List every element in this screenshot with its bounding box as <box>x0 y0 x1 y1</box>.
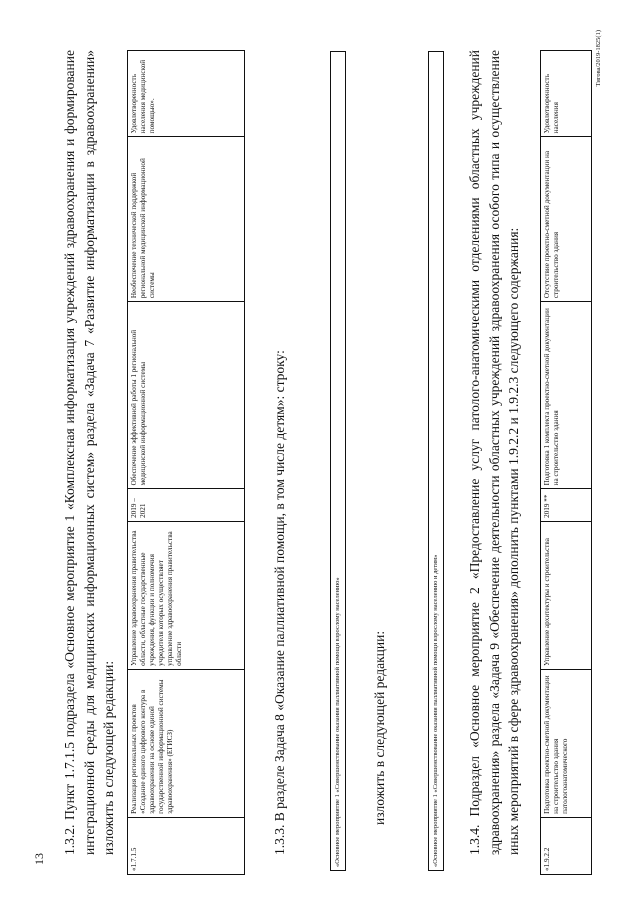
cell-name: Подготовка проектно-сметной документации на строительство здания патологоанатомического <box>541 669 592 817</box>
page-number: 13 <box>32 853 46 865</box>
cell-code: «1.7.1.5 <box>128 817 245 874</box>
paragraph-1-3-3: 1.3.3. В разделе Задача 8 «Оказание паллиативной помощи, в том числе детям»: строку: <box>272 350 287 855</box>
cell-code: «1.9.2.2 <box>541 817 592 874</box>
table-row <box>541 51 592 875</box>
cell-result: Обеспечение эффективной работы 1 региональной медицинской информационной системы <box>128 302 245 489</box>
cell-period: 2019 – 2021 <box>128 489 245 522</box>
paragraph-1-3-4: 1.3.4. Подраздел «Основное мероприятие 2 «Предоставление услуг патолого-анатомическими отделениями областных учреждений здравоохранения» раздела «Задача 9 «Обеспечение деятельности областных учреждений здравоохранения особого типа и осуществление иных мероприятий в сфере здравоохранения» дополнить пунктами 1.9.2.2 и 1.9.2.3 следующего содержания: <box>467 50 521 855</box>
document-code: Тигова/2019-1825(1) <box>595 30 602 87</box>
cell-period: 2019 ** <box>541 489 592 522</box>
paragraph-1-3-2: 1.3.2. Пункт 1.7.1.5 подраздела «Основное мероприятие 1 «Комплексная информатизация учреждений здравоохранения и формирование интеграционной среды для медицинских информационных систем» раздела «Задача 7 «Развитие информатизации в здравоохранении» изложить в следующей редакции: <box>62 50 116 855</box>
cell-executor: Управление архитектуры и строительства <box>541 521 592 669</box>
cell-result: Подготовка 1 комплекта проектно-сметной документации на строительство здания <box>541 302 592 489</box>
cell-consequence: Необеспечение технической поддержкой региональной медицинской информационной системы <box>128 137 245 302</box>
old-row-box: «Основное мероприятие 1 «Совершенствование оказания паллиативной помощи взрослому населению» <box>330 51 346 871</box>
cell-executor: Управление здравоохранения правительства области, областные государственные учреждения, функции и полномочия учредителя которых осуществляет управление здравоохранения правительства области <box>128 521 245 669</box>
table-item-1-7-1-5 <box>127 50 245 875</box>
table-row <box>128 51 245 875</box>
cell-consequence: Отсутствие проектно-сметной документации на строительство здания <box>541 137 592 302</box>
rotated-content <box>20 20 620 885</box>
table-item-1-9-2-2 <box>540 50 592 875</box>
cell-indicator: Удовлетворенность населения <box>541 51 592 137</box>
cell-indicator: Удовлетворенность населения медицинской помощью». <box>128 51 245 137</box>
paragraph-new-edition: изложить в следующей редакции: <box>372 630 387 825</box>
new-row-box: «Основное мероприятие 1 «Совершенствование оказания паллиативной помощи взрослому населению и детям» <box>428 51 444 871</box>
cell-name: Реализация региональных проектов «Создание единого цифрового контура в здравоохранении на основе единой государственной информационной системы здравоохранения» (ЕГИСЗ) <box>128 669 245 817</box>
